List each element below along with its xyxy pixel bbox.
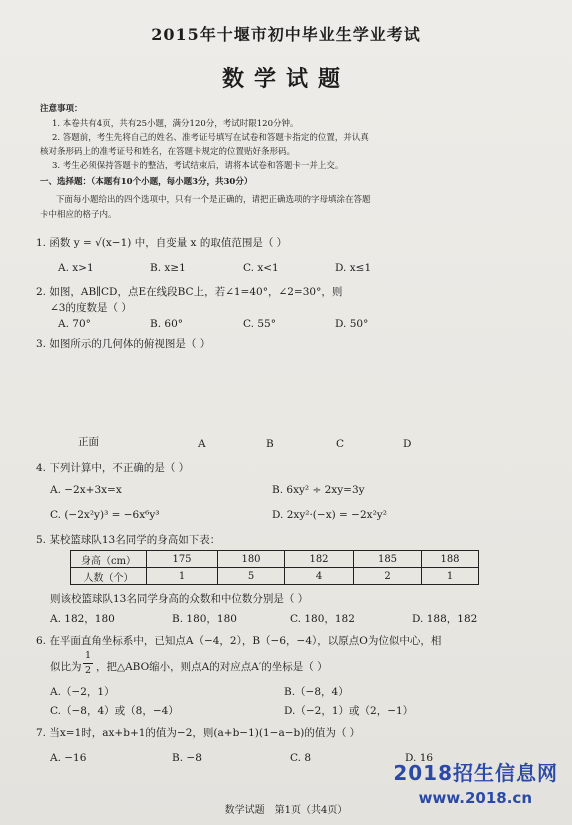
fig-angle-2: 2 <box>470 339 476 348</box>
table-row <box>71 551 479 568</box>
q3-option-a: A <box>198 438 206 450</box>
q4-option-b: B. 6xy² ÷ 2xy=3y <box>272 484 365 496</box>
q6-frac-num: 1 <box>85 650 92 661</box>
table-cell: 2 <box>354 568 422 585</box>
q2-option-b: B. 60° <box>150 318 184 330</box>
table-row-label: 人数（个） <box>71 568 147 585</box>
exam-title: 2015年十堰市初中毕业生学业考试 <box>151 25 421 44</box>
table-cell: 180 <box>218 551 285 568</box>
watermark-title: 2018招生信息网 <box>393 761 558 785</box>
page-footer: 数学试题 第1页（共4页） <box>224 805 348 816</box>
notes-item-1: 1. 本卷共有4页，共有25小题，满分120分，考试时限120分钟。 <box>52 119 299 129</box>
q2-stem-2: ∠3的度数是（ ） <box>50 302 132 314</box>
subject-title: 数学试题 <box>221 66 350 92</box>
q6-option-a: A.（−2，1） <box>50 686 115 698</box>
notes-heading: 注意事项： <box>40 104 83 114</box>
table-cell: 182 <box>285 551 354 568</box>
line-ed <box>448 319 490 348</box>
q4-option-d: D. 2xy²·(−x) = −2x²y² <box>272 509 387 521</box>
view-b-inner <box>251 381 272 402</box>
q4-stem: 4. 下列计算中，不正确的是（ ） <box>36 462 190 474</box>
table-cell: 5 <box>218 568 285 585</box>
q6-option-c: C.（−8，4）或（8，−4） <box>50 705 179 717</box>
q3-option-d: D <box>403 438 412 450</box>
table-row <box>71 568 479 585</box>
fig-angle-1: 1 <box>466 292 472 301</box>
q7-stem: 7. 当x=1时，ax+b+1的值为−2，则(a+b−1)(1−a−b)的值为（ ） <box>36 727 361 739</box>
table-cell: 175 <box>147 551 218 568</box>
q5-option-d: D. 188，182 <box>412 613 478 625</box>
q2-option-d: D. 50° <box>335 318 369 330</box>
q6-frac-bar <box>83 663 93 664</box>
table-cell: 1 <box>422 568 479 585</box>
notes-item-4: 3. 考生必须保持答题卡的整洁，考试结束后，请将本试卷和答题卡一并上交。 <box>52 161 344 171</box>
view-a <box>181 383 224 430</box>
q6-stem-2a: 似比为 <box>50 661 82 673</box>
q5-question: 则该校篮球队13名同学身高的众数和中位数分别是（ ） <box>50 593 309 605</box>
q6-frac-den: 2 <box>85 665 92 676</box>
table-cell: 4 <box>285 568 354 585</box>
q3-option-b: B <box>266 438 274 450</box>
q1-option-b: B. x≥1 <box>150 262 186 274</box>
section1-intro-2: 卡中相应的格子内。 <box>40 210 117 220</box>
fig-label-b: B <box>486 281 493 292</box>
view-d-inner <box>388 405 409 428</box>
fig-angle-3: 3 <box>458 317 464 326</box>
fig-label-a: A <box>395 282 402 293</box>
q5-stem: 5. 某校篮球队13名同学的身高如下表： <box>36 534 221 546</box>
section1-intro-1: 下面每小题给出的四个选项中，只有一个是正确的，请把正确选项的字母填涂在答题 <box>56 195 371 205</box>
q7-option-a: A. −16 <box>50 752 87 764</box>
q7-option-c: C. 8 <box>290 752 312 764</box>
q1-option-a: A. x>1 <box>58 262 94 274</box>
q5-option-a: A. 182，180 <box>50 613 115 625</box>
q5-option-b: B. 180，180 <box>172 613 237 625</box>
q3-option-c: C <box>336 438 345 450</box>
q6-stem-2b: ，把△ABO缩小，则点A的对应点A′的坐标是（ ） <box>96 661 328 673</box>
fig-label-c: C <box>404 344 411 355</box>
q7-option-b: B. −8 <box>172 752 202 764</box>
view-c-inner <box>339 381 362 402</box>
q1-option-c: C. x<1 <box>243 262 279 274</box>
table-cell: 188 <box>422 551 479 568</box>
q4-option-c: C. (−2x²y)³ = −6x⁶y³ <box>50 509 160 521</box>
q2-option-c: C. 55° <box>243 318 276 330</box>
section1-heading: 一、选择题：（本题有10个小题，每小题3分，共30分） <box>40 177 253 187</box>
watermark-url: www.2018.cn <box>418 789 532 807</box>
q6-option-d: D.（−2，1）或（2，−1） <box>284 705 414 717</box>
table-cell: 1 <box>147 568 218 585</box>
q3-front-label: 正面 <box>78 436 99 448</box>
table-row-label: 身高（cm） <box>71 551 147 568</box>
q4-option-a: A. −2x+3x=x <box>50 484 122 496</box>
q2-stem-1: 2. 如图，AB∥CD，点E在线段BC上，若∠1=40°，∠2=30°，则 <box>36 286 343 298</box>
height-table <box>70 550 479 585</box>
q1-stem: 1. 函数 y = √(x−1) 中，自变量 x 的取值范围是（ ） <box>36 237 288 249</box>
notes-item-3: 核对条形码上的准考证号和姓名，在答题卡规定的位置贴好条形码。 <box>40 147 296 157</box>
q5-option-c: C. 180，182 <box>290 613 355 625</box>
fig-label-e: E <box>436 314 443 325</box>
table-cell: 185 <box>354 551 422 568</box>
notes-item-2: 2. 答题前，考生先将自己的姓名、准考证号填写在试卷和答题卡指定的位置，并认真 <box>52 133 369 143</box>
q1-option-d: D. x≤1 <box>335 262 372 274</box>
q6-stem-1: 6. 在平面直角坐标系中，已知点A（−4，2），B（−6，−4），以原点O为位似中心，相 <box>36 635 442 647</box>
fig-label-d: D <box>494 344 502 355</box>
q3-stem: 3. 如图所示的几何体的俯视图是（ ） <box>36 338 211 350</box>
q7-option-d: D. 16 <box>405 752 434 764</box>
q2-option-a: A. 70° <box>58 318 91 330</box>
view-c <box>319 381 362 428</box>
q6-option-b: B.（−8，4） <box>284 686 349 698</box>
